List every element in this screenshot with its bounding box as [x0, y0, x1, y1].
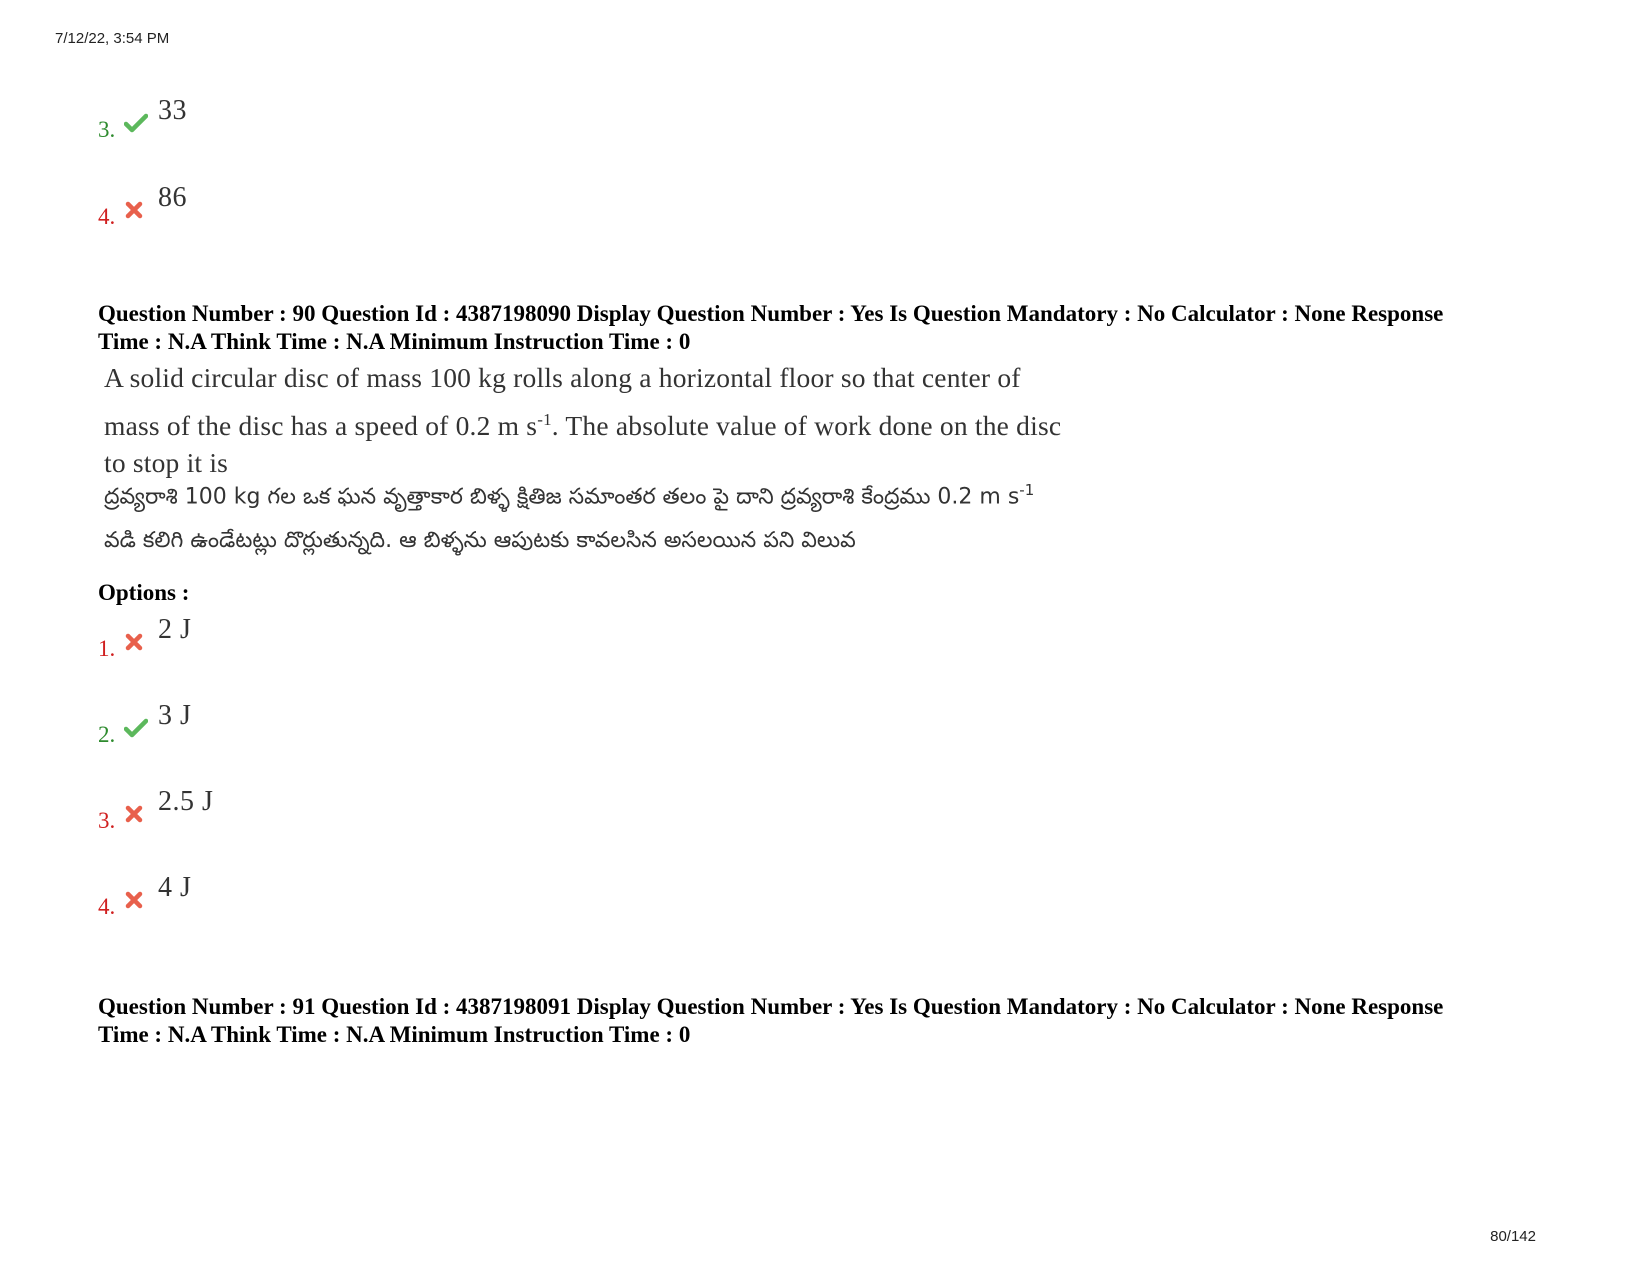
options-label: Options :: [98, 580, 190, 605]
q90-option-3: [98, 786, 213, 834]
cross-icon: [124, 804, 154, 829]
text-fragment: mass of the disc has a speed of 0.2 m s: [104, 410, 538, 442]
option-value: 2.5 J: [158, 786, 214, 817]
text-fragment: ద్రవ్యరాశి 100 kg గల ఒక ఘన వృత్తాకార బిళ్ళ క్షితిజ సమాంతర తలం పై దాని ద్రవ్యరాశి కేంద్రము 0.2 m s: [104, 484, 1020, 510]
question-91-meta: [98, 993, 1578, 1049]
cross-icon: [124, 200, 154, 225]
question-90-telugu-line-2: వడి కలిగి ఉండేటట్లు దొర్లుతున్నది. ఆ బిళ్ళను ఆపుటకు కావలసిన అసలయిన పని విలువ: [104, 528, 856, 553]
option-value: 86: [158, 182, 187, 213]
question-meta-line: Question Number : 91 Question Id : 4387198091 Display Question Number : Yes Is Question Mandatory : No Calculator : None Response: [98, 994, 1444, 1019]
option-number: 2.: [98, 722, 116, 747]
prev-option-4: [98, 182, 187, 230]
question-meta-line: Time : N.A Think Time : N.A Minimum Instruction Time : 0: [98, 1022, 691, 1047]
question-text-line: to stop it is: [104, 447, 229, 479]
prev-option-3: [98, 95, 187, 143]
cross-icon: [124, 632, 154, 657]
option-number: 3.: [98, 117, 116, 142]
option-value: 3 J: [158, 700, 192, 731]
check-icon: [124, 113, 154, 138]
q90-option-1: [98, 614, 191, 662]
superscript: -1: [537, 410, 552, 429]
page-counter: 80/142: [1490, 1228, 1536, 1245]
text-fragment: . The absolute value of work done on the disc: [551, 410, 1062, 442]
option-value: 4 J: [158, 872, 192, 903]
q90-option-2: [98, 700, 191, 748]
question-meta-line: Question Number : 90 Question Id : 4387198090 Display Question Number : Yes Is Question Mandatory : No Calculator : None Response: [98, 301, 1444, 326]
cross-icon: [124, 890, 154, 915]
question-90-telugu-line-1: [104, 481, 1034, 514]
question-meta-line: Time : N.A Think Time : N.A Minimum Instruction Time : 0: [98, 329, 691, 354]
question-text-line: [104, 399, 1224, 447]
question-text-line: A solid circular disc of mass 100 kg rolls along a horizontal floor so that center of: [104, 362, 1021, 393]
question-90-english-text: [104, 357, 1224, 479]
option-number: 4.: [98, 204, 116, 229]
option-value: 33: [158, 95, 187, 126]
print-timestamp: 7/12/22, 3:54 PM: [55, 30, 170, 47]
option-number: 4.: [98, 894, 116, 919]
option-number: 1.: [98, 636, 116, 661]
option-number: 3.: [98, 808, 116, 833]
option-value: 2 J: [158, 614, 192, 645]
question-90-meta: [98, 300, 1578, 356]
superscript: -1: [1019, 481, 1035, 499]
check-icon: [124, 718, 154, 743]
q90-option-4: [98, 872, 191, 920]
